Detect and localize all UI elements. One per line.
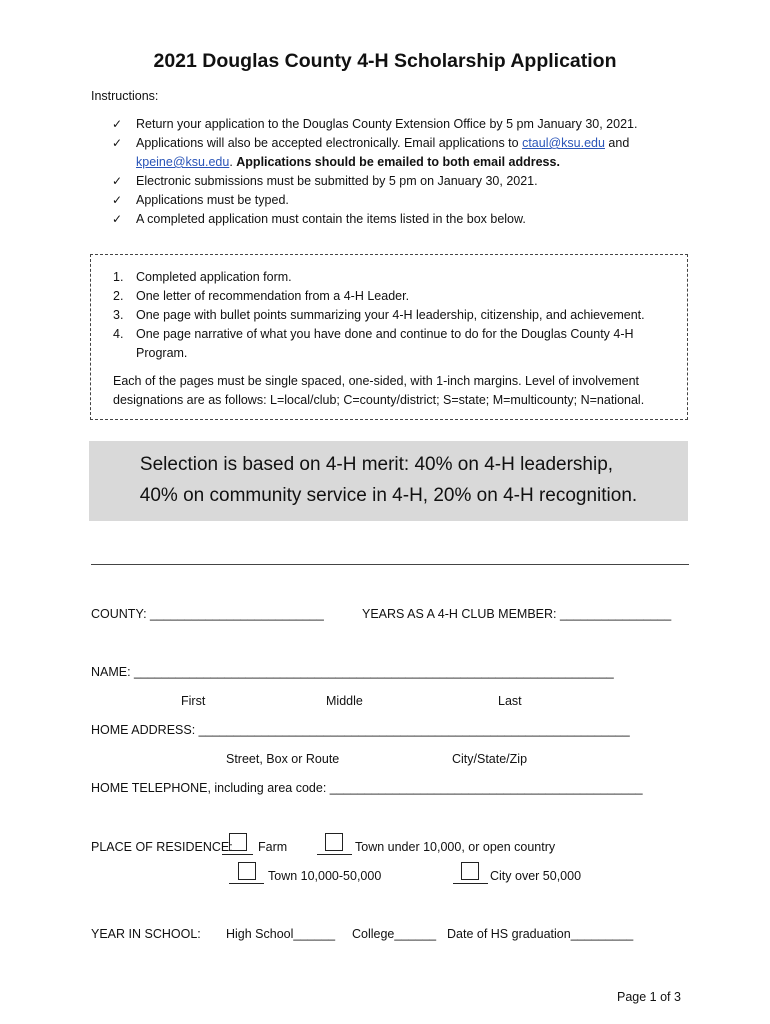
- divider: [91, 564, 689, 565]
- email-link-kpeine[interactable]: kpeine@ksu.edu: [136, 155, 230, 169]
- college-field[interactable]: College______: [352, 927, 437, 941]
- town-under-label: Town under 10,000, or open country: [355, 840, 556, 854]
- hs-graduation-field[interactable]: Date of HS graduation_________: [447, 927, 634, 941]
- name-field[interactable]: NAME: _____________________________________________________________________: [91, 665, 614, 679]
- instructions-label: Instructions:: [91, 89, 159, 103]
- name-last-label: Last: [498, 694, 522, 708]
- email-link-ctaul[interactable]: ctaul@ksu.edu: [522, 136, 605, 150]
- selection-criteria-box: [89, 441, 688, 521]
- requirements-note-line1: Each of the pages must be single spaced, one-sided, with 1-inch margins. Level of involvement: [113, 374, 639, 388]
- requirements-note-line2: designations are as follows: L=local/club; C=county/district; S=state; M=multicounty; N=national.: [113, 393, 645, 407]
- address-city-label: City/State/Zip: [452, 752, 528, 766]
- selection-line1: Selection is based on 4-H merit: 40% on 4-H leadership,: [139, 454, 614, 475]
- check-icon: ✓: [112, 212, 123, 226]
- home-address-field[interactable]: HOME ADDRESS: ______________________________________________________________: [91, 723, 630, 737]
- residence-label: PLACE OF RESIDENCE:: [91, 840, 233, 854]
- town-mid-label: Town 10,000-50,000: [268, 869, 382, 883]
- name-first-label: First: [181, 694, 206, 708]
- years-member-field[interactable]: YEARS AS A 4-H CLUB MEMBER: ________________: [362, 607, 672, 621]
- check-icon: ✓: [112, 174, 123, 188]
- name-middle-label: Middle: [326, 694, 363, 708]
- farm-label: Farm: [258, 840, 288, 854]
- check-icon: ✓: [112, 193, 123, 207]
- county-field[interactable]: COUNTY: _________________________: [91, 607, 324, 621]
- check-icon: ✓: [112, 117, 123, 131]
- page-title: 2021 Douglas County 4-H Scholarship Application: [153, 50, 617, 72]
- city-over-label: City over 50,000: [490, 869, 582, 883]
- year-in-school-label: YEAR IN SCHOOL:: [91, 927, 201, 941]
- high-school-field[interactable]: High School______: [226, 927, 336, 941]
- address-street-label: Street, Box or Route: [226, 752, 340, 766]
- check-icon: ✓: [112, 136, 123, 150]
- page-number: Page 1 of 3: [617, 990, 681, 1004]
- selection-line2: 40% on community service in 4-H, 20% on 4-H recognition.: [139, 485, 638, 506]
- home-telephone-field[interactable]: HOME TELEPHONE, including area code: _____________________________________________: [91, 781, 643, 795]
